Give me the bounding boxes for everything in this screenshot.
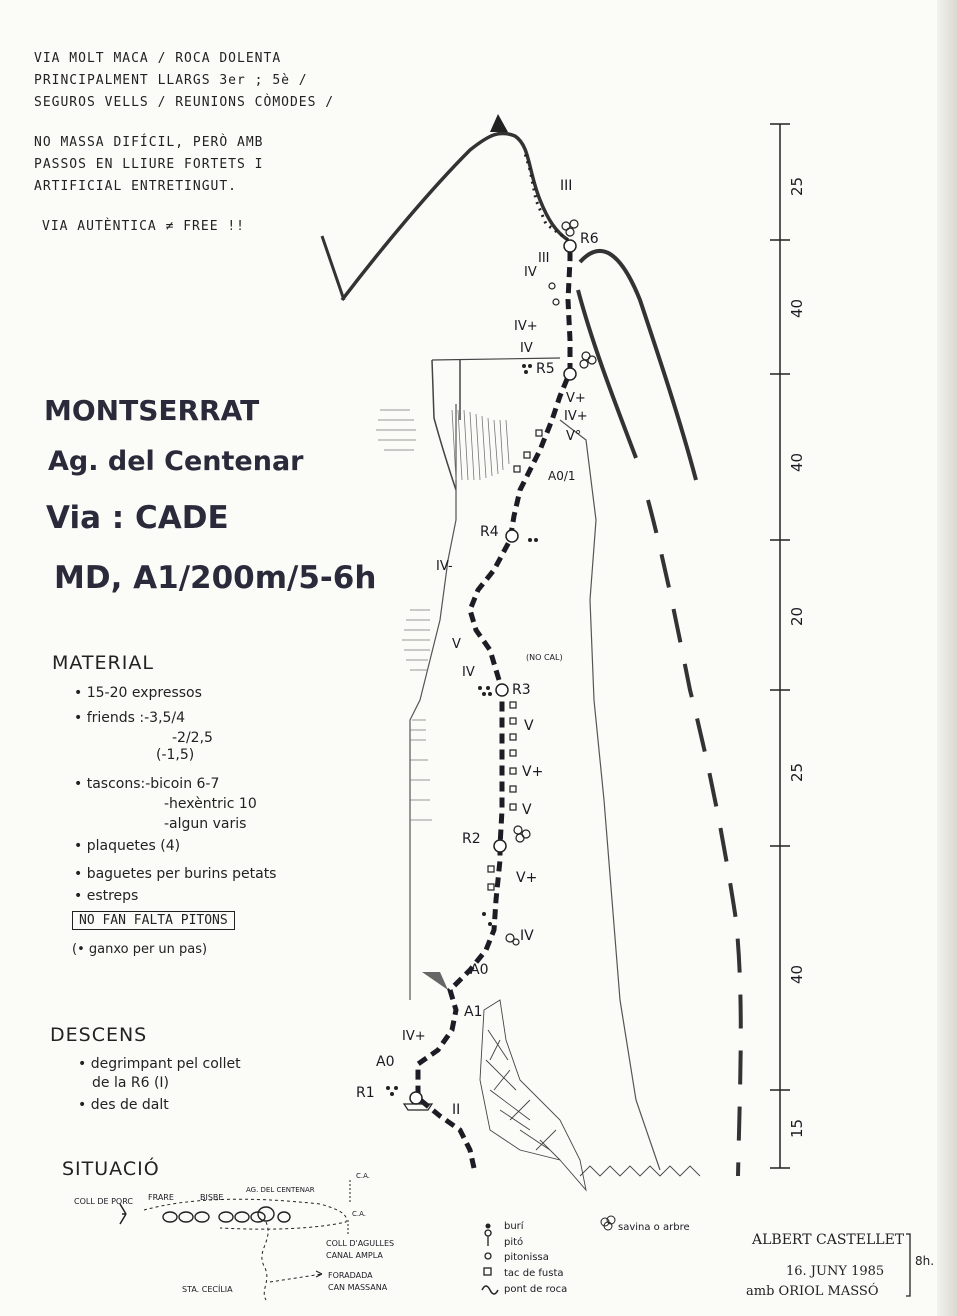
label-frare: FRARE bbox=[148, 1193, 174, 1202]
material-item: • friends :-3,5/4 bbox=[74, 710, 186, 726]
hook-note: (• ganxo per un pas) bbox=[72, 942, 208, 957]
description-line: VIA AUTÈNTICA ≠ FREE !! bbox=[42, 219, 246, 234]
grade-label: V bbox=[452, 637, 461, 652]
grade-label: IV+ bbox=[564, 409, 588, 424]
grade-label: V+ bbox=[522, 764, 544, 780]
grade-label: A1 bbox=[464, 1004, 483, 1020]
pitch-length: 15 bbox=[788, 1118, 806, 1138]
material-item: • tascons:-bicoin 6-7 bbox=[74, 776, 220, 792]
route-title: Via : CADE bbox=[46, 500, 229, 536]
author-signature: ALBERT CASTELLET bbox=[752, 1232, 905, 1248]
pitch-length: 25 bbox=[788, 176, 806, 196]
label-ca-mid: C.A. bbox=[352, 1210, 367, 1218]
no-cal-note: (NO CAL) bbox=[526, 653, 563, 662]
grade-label: IV- bbox=[436, 559, 453, 574]
route-line bbox=[418, 246, 570, 1168]
description-line: SEGUROS VELLS / REUNIONS CÒMODES / bbox=[34, 95, 335, 110]
grade-label: V bbox=[524, 718, 534, 734]
grade-label: IV bbox=[524, 265, 537, 280]
grade-label: IV bbox=[520, 341, 533, 356]
label-coll-agulles: COLL D'AGULLES bbox=[326, 1239, 395, 1248]
pitch-length: 40 bbox=[788, 964, 806, 984]
label-coll-porc: COLL DE PORC bbox=[74, 1197, 133, 1206]
date-signature: 16. JUNY 1985 bbox=[786, 1264, 885, 1279]
legend-item: pitonissa bbox=[504, 1252, 549, 1263]
label-ca-top: C.A. bbox=[356, 1172, 371, 1180]
belay-r6 bbox=[564, 240, 576, 252]
description-line: VIA MOLT MACA / ROCA DOLENTA bbox=[34, 51, 282, 66]
right-shoulder bbox=[580, 251, 696, 480]
material-item: • 15-20 expressos bbox=[74, 685, 202, 701]
summit-marker bbox=[490, 114, 508, 132]
material-item: • baguetes per burins petats bbox=[74, 866, 277, 882]
grade-label: IV+ bbox=[402, 1029, 426, 1044]
grade-label: A0 bbox=[376, 1054, 395, 1070]
grade-label: V bbox=[522, 802, 532, 818]
description-line: PASSOS EN LLIURE FORTETS I bbox=[34, 157, 264, 172]
description-line: ARTIFICIAL ENTRETINGUT. bbox=[34, 179, 238, 194]
belay-r4 bbox=[506, 530, 518, 542]
pitch-length: 20 bbox=[788, 606, 806, 626]
belay-r5 bbox=[564, 368, 576, 380]
material-item: • estreps bbox=[74, 888, 139, 904]
description-line: NO MASSA DIFÍCIL, PERÒ AMB bbox=[34, 135, 264, 150]
label-can-massana: CAN MASSANA bbox=[328, 1283, 388, 1292]
belay-r3 bbox=[496, 684, 508, 696]
grade-label: IV+ bbox=[514, 319, 538, 334]
base-scree bbox=[480, 1000, 700, 1190]
material-item: • plaquetes (4) bbox=[74, 838, 181, 854]
belay-label: R5 bbox=[536, 361, 555, 377]
legend-item: pitó bbox=[504, 1237, 524, 1248]
grade-label: III bbox=[538, 251, 550, 266]
location-heading: SITUACIÓ bbox=[62, 1158, 160, 1180]
belay-r1 bbox=[410, 1092, 422, 1104]
legend-item: tac de fusta bbox=[504, 1268, 564, 1279]
label-sta-cecilia: STA. CECÍLIA bbox=[182, 1285, 233, 1294]
label-canal-ampla: CANAL AMPLA bbox=[326, 1251, 383, 1260]
pitch-length: 40 bbox=[788, 298, 806, 318]
grade-label: A0 bbox=[470, 962, 489, 978]
descent-heading: DESCENS bbox=[50, 1024, 148, 1046]
time-note: 8h. bbox=[915, 1254, 935, 1268]
label-foradada: FORADADA bbox=[328, 1271, 373, 1280]
descent-item: • degrimpant pel collet bbox=[78, 1056, 241, 1072]
rock-shading bbox=[376, 410, 509, 820]
label-bisbe: BISBE bbox=[200, 1193, 224, 1202]
grade-label: V° bbox=[566, 429, 582, 444]
grade-label: III bbox=[560, 178, 573, 194]
belay-label: R4 bbox=[480, 524, 499, 540]
descent-item: • des de dalt bbox=[78, 1097, 169, 1113]
legend-item: pont de roca bbox=[504, 1284, 568, 1295]
right-face-edge bbox=[648, 500, 741, 1176]
partner-signature: amb ORIOL MASSÓ bbox=[746, 1284, 879, 1299]
grade-label: V+ bbox=[566, 391, 586, 406]
peak-title: Ag. del Centenar bbox=[48, 446, 304, 477]
belay-label: R1 bbox=[356, 1085, 375, 1101]
belay-label: R3 bbox=[512, 682, 531, 698]
area-title: MONTSERRAT bbox=[44, 394, 260, 427]
grade-label: V+ bbox=[516, 870, 538, 886]
belay-label: R2 bbox=[462, 831, 481, 847]
pitch-length: 25 bbox=[788, 762, 806, 782]
grade-title: MD, A1/200m/5-6h bbox=[54, 560, 377, 596]
material-item: -algun varis bbox=[164, 816, 247, 832]
material-item: (-1,5) bbox=[156, 747, 195, 763]
material-heading: MATERIAL bbox=[52, 652, 154, 674]
grade-label: IV bbox=[462, 665, 475, 680]
description-line: PRINCIPALMENT LLARGS 3er ; 5è / bbox=[34, 73, 308, 88]
label-centenar: AG. DEL CENTENAR bbox=[246, 1186, 315, 1194]
belay-label: R6 bbox=[580, 231, 599, 247]
no-pitons-note: NO FAN FALTA PITONS bbox=[72, 911, 235, 930]
material-item: -hexèntric 10 bbox=[164, 796, 257, 812]
grade-label: A0/1 bbox=[548, 469, 576, 483]
descent-item: de la R6 (I) bbox=[92, 1075, 170, 1091]
pitch-scale bbox=[770, 124, 790, 1168]
legend-item: burí bbox=[504, 1221, 524, 1232]
grade-label: IV bbox=[520, 928, 534, 944]
legend-item: savina o arbre bbox=[618, 1222, 690, 1233]
material-item: -2/2,5 bbox=[172, 730, 213, 746]
belay-r2 bbox=[494, 840, 506, 852]
grade-label: II bbox=[452, 1102, 461, 1118]
pitch-length: 40 bbox=[788, 452, 806, 472]
